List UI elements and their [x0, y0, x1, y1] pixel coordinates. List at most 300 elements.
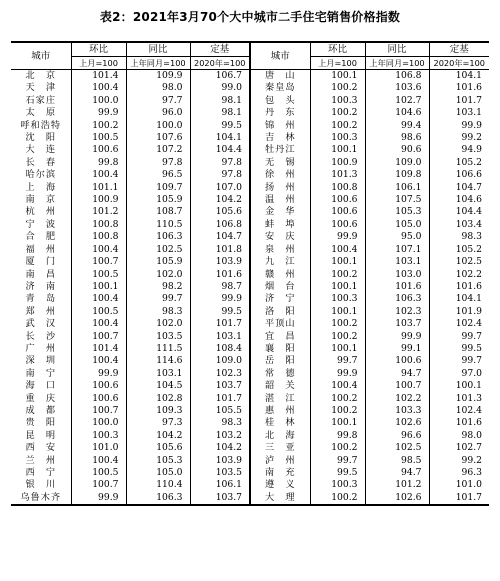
mom-value: 100.9 [310, 157, 365, 169]
city-name: 福 州 [11, 244, 71, 256]
yoy-subheader: 上年同月=100 [126, 57, 190, 70]
city-name: 宁 波 [11, 219, 71, 231]
mom-value: 100.7 [71, 405, 126, 417]
mom-value: 99.5 [310, 467, 365, 479]
city-name: 太 原 [11, 107, 71, 119]
city-name: 桂 林 [250, 417, 310, 429]
yoy-value: 95.0 [365, 231, 429, 243]
city-name: 三 亚 [250, 442, 310, 454]
city-name: 昆 明 [11, 430, 71, 442]
yoy-value: 102.6 [365, 492, 429, 505]
mom-value: 100.5 [71, 306, 126, 318]
base-value: 101.6 [455, 280, 482, 292]
mom-value: 101.3 [310, 169, 365, 181]
yoy-value: 104.6 [365, 107, 429, 119]
mom-value: 100.0 [71, 417, 126, 429]
yoy-value: 106.1 [365, 182, 429, 194]
city-name: 西 安 [11, 442, 71, 454]
city-name: 乌鲁木齐 [11, 492, 71, 505]
city-name: 九 江 [250, 256, 310, 268]
yoy-value: 99.9 [365, 331, 429, 343]
table-row [11, 293, 489, 305]
yoy-value: 102.5 [126, 244, 190, 256]
base-value: 101.8 [190, 244, 250, 256]
yoy-value: 105.0 [365, 219, 429, 231]
base-value: 104.7 [190, 231, 250, 243]
mom-value: 100.5 [71, 269, 126, 281]
base-value: 104.2 [190, 194, 250, 206]
yoy-value: 96.0 [126, 107, 190, 119]
yoy-value: 110.4 [126, 479, 190, 491]
base-subheader: 2020年=100 [429, 57, 489, 70]
city-name: 湛 江 [250, 393, 310, 405]
mom-value: 100.2 [310, 405, 365, 417]
table-row [11, 479, 489, 491]
mom-value: 99.9 [310, 231, 365, 243]
mom-value: 100.3 [310, 95, 365, 107]
yoy-value: 104.5 [126, 380, 190, 392]
base-value: 104.6 [455, 194, 482, 206]
table-row [11, 256, 489, 268]
base-value: 104.7 [455, 181, 482, 193]
yoy-value: 107.5 [365, 194, 429, 206]
base-value: 94.9 [461, 144, 482, 156]
city-name: 长 春 [11, 157, 71, 169]
yoy-value: 107.6 [126, 132, 190, 144]
mom-value: 100.2 [310, 82, 365, 94]
city-name: 大 理 [250, 492, 310, 505]
city-name: 牡丹江 [250, 144, 310, 156]
city-name: 韶 关 [250, 380, 310, 392]
mom-value: 100.4 [310, 380, 365, 392]
yoy-value: 101.2 [365, 479, 429, 491]
city-name: 郑 州 [11, 306, 71, 318]
mom-value: 100.4 [71, 169, 126, 181]
base-value: 103.7 [190, 492, 250, 505]
base-value: 104.4 [455, 206, 482, 218]
base-value: 101.6 [455, 82, 482, 94]
mom-value: 100.2 [310, 331, 365, 343]
city-name: 北 海 [250, 430, 310, 442]
table-row [11, 430, 489, 442]
yoy-value: 98.6 [365, 132, 429, 144]
mom-value: 100.5 [71, 132, 126, 144]
base-value: 99.9 [461, 119, 482, 131]
base-value: 98.1 [190, 95, 250, 107]
city-name: 秦皇岛 [250, 82, 310, 94]
yoy-value: 104.2 [126, 430, 190, 442]
yoy-value: 106.3 [365, 293, 429, 305]
yoy-value: 102.7 [365, 95, 429, 107]
mom-value: 100.7 [71, 331, 126, 343]
city-name: 银 川 [11, 479, 71, 491]
yoy-value: 100.7 [365, 380, 429, 392]
table-row [11, 144, 489, 156]
yoy-value: 105.0 [126, 467, 190, 479]
base-value: 99.2 [461, 454, 482, 466]
mom-value: 100.6 [71, 393, 126, 405]
base-value: 104.2 [190, 442, 250, 454]
mom-subheader: 上月=100 [310, 57, 365, 70]
table-row [11, 132, 489, 144]
yoy-value: 98.3 [126, 306, 190, 318]
yoy-value: 102.3 [365, 306, 429, 318]
base-header: 定基 [429, 42, 489, 57]
yoy-header: 同比 [365, 42, 429, 57]
city-name: 南 昌 [11, 269, 71, 281]
city-name: 武 汉 [11, 318, 71, 330]
mom-value: 100.4 [71, 355, 126, 367]
yoy-value: 103.6 [365, 82, 429, 94]
city-name: 徐 州 [250, 169, 310, 181]
table-row [11, 95, 489, 107]
table-row [11, 281, 489, 293]
city-name: 上 海 [11, 182, 71, 194]
mom-value: 101.1 [71, 182, 126, 194]
base-value: 109.0 [190, 355, 250, 367]
mom-value: 99.9 [310, 368, 365, 380]
base-value: 105.6 [190, 206, 250, 218]
table-row [11, 206, 489, 218]
yoy-value: 97.7 [126, 95, 190, 107]
city-name: 广 州 [11, 343, 71, 355]
yoy-value: 110.5 [126, 219, 190, 231]
mom-value: 100.1 [310, 144, 365, 156]
yoy-value: 106.8 [365, 70, 429, 83]
mom-value: 100.1 [310, 256, 365, 268]
mom-value: 100.4 [71, 244, 126, 256]
base-value: 108.4 [190, 343, 250, 355]
base-value: 101.7 [429, 492, 489, 505]
city-name: 宜 昌 [250, 331, 310, 343]
base-value: 105.2 [455, 243, 482, 255]
city-name: 石家庄 [11, 95, 71, 107]
base-value: 98.1 [190, 107, 250, 119]
yoy-value: 103.3 [365, 405, 429, 417]
city-name: 洛 阳 [250, 306, 310, 318]
table-row [11, 169, 489, 181]
yoy-value: 94.7 [365, 467, 429, 479]
mom-value: 100.7 [71, 479, 126, 491]
base-value: 97.0 [461, 367, 482, 379]
yoy-value: 102.6 [365, 417, 429, 429]
city-name: 青 岛 [11, 293, 71, 305]
base-value: 102.5 [455, 256, 482, 268]
table-row [11, 355, 489, 367]
base-value: 103.4 [455, 218, 482, 230]
city-name: 泸 州 [250, 455, 310, 467]
mom-value: 100.8 [71, 231, 126, 243]
base-subheader: 2020年=100 [190, 57, 250, 70]
base-value: 103.9 [190, 455, 250, 467]
base-value: 96.3 [461, 467, 482, 478]
mom-value: 99.9 [71, 368, 126, 380]
table-row [11, 368, 489, 380]
base-value: 98.0 [461, 429, 482, 441]
yoy-value: 97.8 [126, 157, 190, 169]
city-name: 襄 阳 [250, 343, 310, 355]
base-value: 99.9 [190, 293, 250, 305]
table-row [11, 380, 489, 392]
mom-value: 100.8 [310, 182, 365, 194]
base-value: 104.1 [455, 70, 482, 81]
city-name: 扬 州 [250, 182, 310, 194]
table-row [11, 417, 489, 429]
yoy-value: 102.0 [126, 318, 190, 330]
yoy-value: 98.2 [126, 281, 190, 293]
yoy-value: 98.0 [126, 82, 190, 94]
base-value: 103.1 [190, 331, 250, 343]
base-value: 98.3 [461, 231, 482, 243]
yoy-value: 102.2 [365, 393, 429, 405]
base-value: 99.5 [190, 306, 250, 318]
yoy-value: 96.6 [365, 430, 429, 442]
mom-value: 100.2 [310, 107, 365, 119]
table-body [11, 70, 489, 506]
yoy-value: 96.5 [126, 169, 190, 181]
city-name: 南 宁 [11, 368, 71, 380]
yoy-value: 109.8 [365, 169, 429, 181]
yoy-value: 103.0 [365, 269, 429, 281]
mom-value: 100.2 [310, 120, 365, 132]
mom-value: 99.7 [310, 355, 365, 367]
city-name: 南 充 [250, 467, 310, 479]
base-value: 98.7 [190, 281, 250, 293]
city-name: 重 庆 [11, 393, 71, 405]
mom-value: 100.6 [71, 380, 126, 392]
city-name: 金 华 [250, 206, 310, 218]
base-value: 97.8 [190, 169, 250, 181]
yoy-value: 99.1 [365, 343, 429, 355]
mom-value: 100.2 [310, 492, 365, 505]
city-name: 吉 林 [250, 132, 310, 144]
city-name: 包 头 [250, 95, 310, 107]
mom-subheader: 上月=100 [71, 57, 126, 70]
base-value: 99.5 [461, 342, 482, 354]
city-name: 丹 东 [250, 107, 310, 119]
base-value: 99.7 [461, 330, 482, 342]
city-name: 深 圳 [11, 355, 71, 367]
yoy-value: 105.9 [126, 194, 190, 206]
city-name: 合 肥 [11, 231, 71, 243]
table-row [11, 157, 489, 169]
table-row [11, 393, 489, 405]
base-value: 102.4 [455, 318, 482, 330]
mom-value: 100.3 [310, 479, 365, 491]
yoy-value: 107.2 [126, 144, 190, 156]
page-title: 表2：2021年3月70个大中城市二手住宅销售价格指数 [99, 10, 401, 24]
base-value: 102.2 [455, 268, 482, 280]
mom-header: 环比 [310, 42, 365, 57]
yoy-value: 99.4 [365, 120, 429, 132]
city-header: 城市 [250, 42, 310, 70]
mom-value: 100.4 [71, 82, 126, 94]
mom-value: 100.2 [310, 393, 365, 405]
city-name: 贵 阳 [11, 417, 71, 429]
yoy-value: 105.9 [126, 256, 190, 268]
table-row [11, 231, 489, 243]
yoy-value: 100.6 [365, 355, 429, 367]
base-value: 103.7 [190, 380, 250, 392]
table-row [11, 318, 489, 330]
mom-value: 100.4 [71, 455, 126, 467]
mom-value: 100.1 [310, 281, 365, 293]
yoy-value: 105.6 [126, 442, 190, 454]
city-name: 无 锡 [250, 157, 310, 169]
city-name: 蚌 埠 [250, 219, 310, 231]
yoy-value: 103.1 [126, 368, 190, 380]
mom-value: 99.7 [310, 455, 365, 467]
base-value: 100.1 [455, 380, 482, 392]
table-row [11, 269, 489, 281]
base-value: 101.0 [455, 479, 482, 491]
yoy-value: 107.1 [365, 244, 429, 256]
yoy-subheader: 上年同月=100 [365, 57, 429, 70]
mom-value: 100.1 [310, 306, 365, 318]
table-row [11, 405, 489, 417]
mom-value: 101.4 [71, 343, 126, 355]
city-name: 兰 州 [11, 455, 71, 467]
city-name: 济 南 [11, 281, 71, 293]
city-name: 南 京 [11, 194, 71, 206]
yoy-value: 103.5 [126, 331, 190, 343]
yoy-value: 109.3 [126, 405, 190, 417]
yoy-value: 105.3 [126, 455, 190, 467]
table-row [11, 82, 489, 94]
mom-value: 100.6 [310, 219, 365, 231]
base-value: 102.3 [190, 368, 250, 380]
mom-value: 101.2 [71, 206, 126, 218]
mom-value: 100.4 [71, 293, 126, 305]
base-value: 106.6 [455, 169, 482, 181]
base-value: 103.5 [190, 467, 250, 479]
mom-value: 99.8 [71, 157, 126, 169]
yoy-header: 同比 [126, 42, 190, 57]
city-name: 岳 阳 [250, 355, 310, 367]
mom-value: 100.2 [71, 120, 126, 132]
table-row [11, 244, 489, 256]
mom-value: 100.5 [71, 467, 126, 479]
base-header: 定基 [190, 42, 250, 57]
base-value: 101.9 [455, 305, 482, 317]
base-value: 101.7 [190, 318, 250, 330]
city-name: 海 口 [11, 380, 71, 392]
mom-value: 100.3 [71, 430, 126, 442]
city-header: 城市 [11, 42, 71, 70]
yoy-value: 114.6 [126, 355, 190, 367]
city-name: 温 州 [250, 194, 310, 206]
base-value: 106.7 [190, 70, 250, 83]
city-name: 遵 义 [250, 479, 310, 491]
yoy-value: 99.7 [126, 293, 190, 305]
city-name: 北 京 [11, 70, 71, 83]
base-value: 101.7 [190, 393, 250, 405]
base-value: 105.2 [455, 156, 482, 168]
mom-value: 100.1 [71, 281, 126, 293]
mom-value: 100.8 [71, 219, 126, 231]
city-name: 赣 州 [250, 269, 310, 281]
city-name: 呼和浩特 [11, 120, 71, 132]
city-name: 西 宁 [11, 467, 71, 479]
city-name: 沈 阳 [11, 132, 71, 144]
yoy-value: 100.0 [126, 120, 190, 132]
mom-value: 101.0 [71, 442, 126, 454]
yoy-value: 105.3 [365, 206, 429, 218]
table-row [11, 306, 489, 318]
base-value: 106.8 [190, 219, 250, 231]
city-name: 厦 门 [11, 256, 71, 268]
mom-value: 100.6 [310, 206, 365, 218]
city-name: 杭 州 [11, 206, 71, 218]
table-row [11, 492, 489, 505]
base-value: 99.2 [461, 132, 482, 144]
city-name: 哈尔滨 [11, 169, 71, 181]
price-index-table [11, 41, 489, 506]
mom-value: 100.7 [71, 256, 126, 268]
city-name: 济 宁 [250, 293, 310, 305]
yoy-value: 109.9 [126, 70, 190, 83]
city-name: 平顶山 [250, 318, 310, 330]
base-value: 106.1 [190, 479, 250, 491]
base-value: 97.8 [190, 157, 250, 169]
mom-value: 100.2 [310, 442, 365, 454]
base-value: 104.4 [190, 144, 250, 156]
mom-value: 99.8 [310, 430, 365, 442]
yoy-value: 109.0 [365, 157, 429, 169]
city-name: 烟 台 [250, 281, 310, 293]
mom-value: 100.1 [310, 343, 365, 355]
yoy-value: 101.6 [365, 281, 429, 293]
yoy-value: 111.5 [126, 343, 190, 355]
table-row [11, 107, 489, 119]
table-row [11, 219, 489, 231]
city-name: 唐 山 [250, 70, 310, 83]
yoy-value: 102.5 [365, 442, 429, 454]
yoy-value: 102.0 [126, 269, 190, 281]
mom-value: 100.3 [310, 293, 365, 305]
mom-value: 99.9 [71, 492, 126, 505]
mom-value: 100.1 [310, 70, 365, 83]
mom-value: 100.6 [71, 144, 126, 156]
yoy-value: 103.1 [365, 256, 429, 268]
mom-value: 100.6 [310, 194, 365, 206]
table-row [11, 120, 489, 132]
yoy-value: 98.5 [365, 455, 429, 467]
table-row [11, 343, 489, 355]
base-value: 101.6 [190, 269, 250, 281]
yoy-value: 109.7 [126, 182, 190, 194]
mom-value: 100.9 [71, 194, 126, 206]
yoy-value: 106.3 [126, 231, 190, 243]
table-row [11, 467, 489, 479]
mom-value: 100.4 [71, 318, 126, 330]
base-value: 103.9 [190, 256, 250, 268]
mom-value: 100.2 [310, 269, 365, 281]
city-name: 天 津 [11, 82, 71, 94]
mom-value: 101.4 [71, 70, 126, 83]
table-row [11, 182, 489, 194]
base-value: 101.7 [455, 94, 482, 106]
mom-value: 100.0 [71, 95, 126, 107]
city-name: 安 庆 [250, 231, 310, 243]
base-value: 99.7 [461, 355, 482, 367]
base-value: 104.1 [190, 132, 250, 144]
base-value: 102.7 [455, 442, 482, 454]
base-value: 102.4 [455, 404, 482, 416]
table-row [11, 194, 489, 206]
city-name: 泉 州 [250, 244, 310, 256]
yoy-value: 106.3 [126, 492, 190, 505]
